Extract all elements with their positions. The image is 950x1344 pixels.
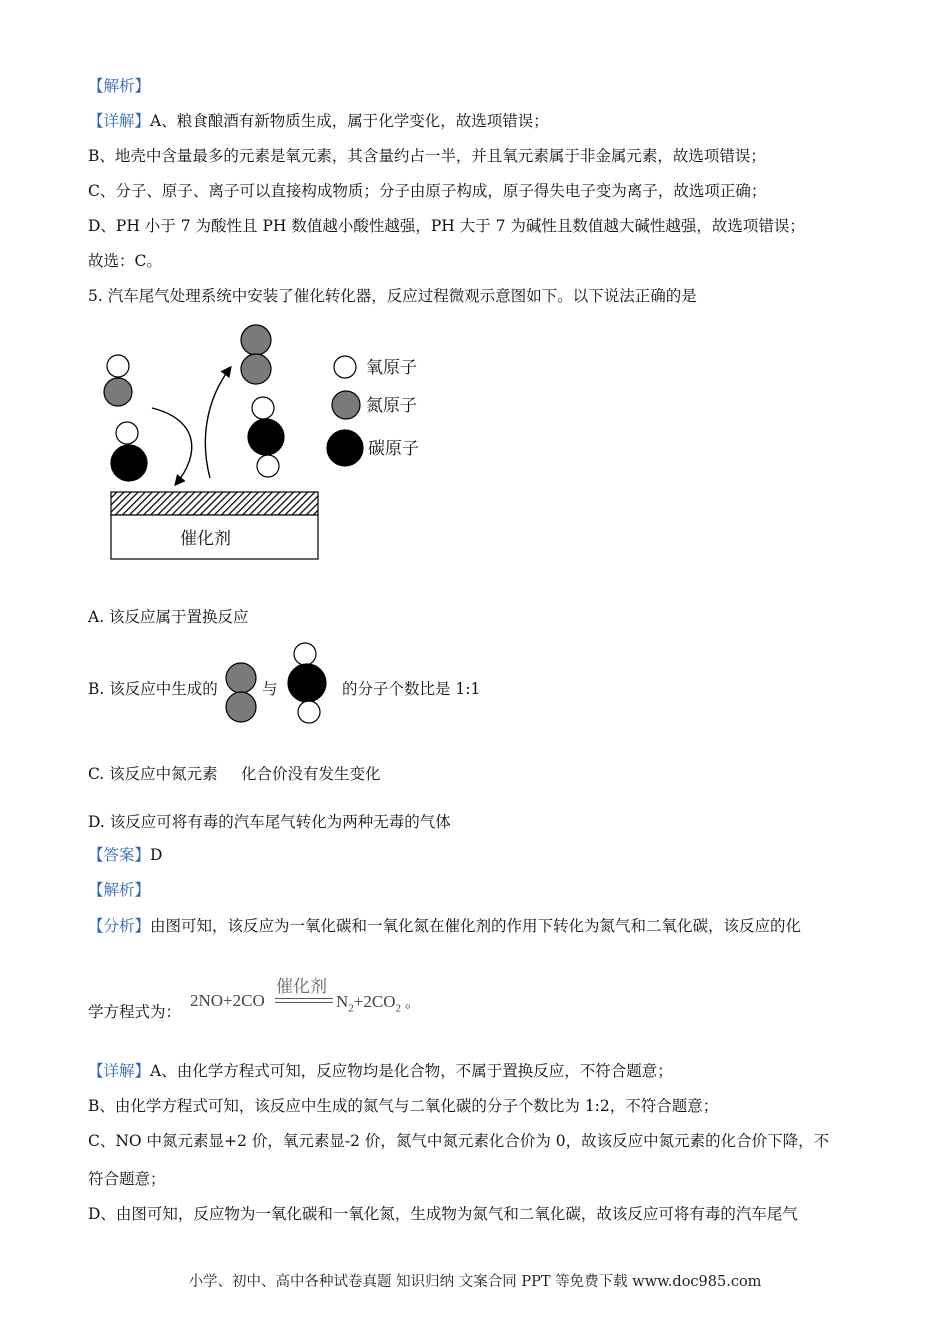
- xiangjie2-a-line: [88, 1061, 673, 1081]
- carbon-atom: [111, 445, 147, 481]
- legend-oxygen-label: 氧原子: [366, 358, 417, 378]
- option-b-prefix: B. 该反应中生成的: [88, 680, 218, 698]
- equation-prefix: 学方程式为：: [88, 1003, 182, 1021]
- answer-line-2: [88, 845, 162, 865]
- catalyst-label: 催化剂: [180, 529, 231, 549]
- answer-line-1: 故选：C。: [88, 252, 162, 270]
- n2-molecule-icon: [222, 660, 262, 726]
- jiexi-heading: 【解析】: [88, 77, 151, 95]
- xiangjie-a-text: A、粮食酿酒有新物质生成，属于化学变化，故选项错误；: [150, 112, 549, 130]
- eq-n: N: [336, 992, 349, 1011]
- option-c-right: 化合价没有发生变化: [241, 765, 381, 783]
- co2-molecule-icon: [285, 638, 333, 728]
- xiangjie-d-line: D、PH 小于 7 为酸性且 PH 数值越小酸性越强，PH 大于 7 为碱性且数值越大碱性越强，故选项错误；: [88, 217, 805, 235]
- xiangjie-b-line: B、地壳中含量最多的元素是氧元素，其含量约占一半，并且氧元素属于非金属元素，故选项错误；: [88, 147, 766, 165]
- oxygen-atom: [116, 422, 138, 444]
- answer-value: D: [150, 846, 163, 864]
- eq-end: 。: [404, 993, 420, 1011]
- xiangjie-c-line: C、分子、原子、离子可以直接构成物质；分子由原子构成，原子得失电子变为离子，故选项正确；: [88, 182, 767, 200]
- equation-left: 2NO+2CO: [190, 991, 265, 1010]
- eq-co-sub: 2: [395, 1002, 401, 1015]
- oxygen-atom: [257, 455, 279, 477]
- xiangjie2-tag: 【详解】: [88, 1062, 151, 1080]
- nitrogen-atom: [104, 378, 132, 406]
- jiexi-heading-2: 【解析】: [88, 881, 151, 899]
- carbon-atom: [248, 419, 284, 455]
- eq-n-sub: 2: [348, 1002, 354, 1015]
- arrow-up: [205, 368, 230, 478]
- nitrogen-atom: [241, 325, 271, 355]
- xiangjie2-c2-line: 符合题意；: [88, 1170, 166, 1188]
- oxygen-atom: [252, 397, 274, 419]
- eq-plus: +2CO: [353, 992, 396, 1011]
- fenxi-line: [88, 916, 801, 936]
- legend-oxygen-icon: [334, 356, 356, 378]
- arrow-down: [152, 408, 192, 484]
- fenxi-text: 由图可知，该反应为一氧化碳和一氧化氮在催化剂的作用下转化为氮气和二氧化碳，该反应的化: [150, 917, 802, 935]
- catalyst-hatch: [111, 492, 318, 515]
- option-d: D. 该反应可将有毒的汽车尾气转化为两种无毒的气体: [88, 813, 451, 831]
- page-footer: 小学、初中、高中各种试卷真题 知识归纳 文案合同 PPT 等免费下载 www.doc985.com: [188, 1274, 762, 1290]
- option-b-suffix: 的分子个数比是 1:1: [342, 680, 481, 698]
- oxygen-atom: [107, 355, 129, 377]
- legend-carbon-icon: [327, 430, 363, 466]
- xiangjie-tag: 【详解】: [88, 112, 151, 130]
- fenxi-tag: 【分析】: [88, 917, 151, 935]
- xiangjie2-a-text: A、由化学方程式可知，反应物均是化合物，不属于置换反应，不符合题意；: [150, 1062, 673, 1080]
- equation-double-line: [275, 998, 333, 1003]
- xiangjie2-b-line: B、由化学方程式可知，该反应中生成的氮气与二氧化碳的分子个数比为 1:2，不符合题意；: [88, 1097, 719, 1115]
- legend-carbon-label: 碳原子: [368, 439, 419, 459]
- equation-right: [336, 991, 420, 1014]
- reaction-diagram: [0, 0, 950, 600]
- question-5: 5. 汽车尾气处理系统中安装了催化转化器，反应过程微观示意图如下。以下说法正确的是: [88, 287, 697, 305]
- nitrogen-atom: [241, 354, 271, 384]
- equation-condition: 催化剂: [276, 977, 327, 997]
- legend-nitrogen-label: 氮原子: [366, 396, 417, 416]
- option-c-left: C. 该反应中氮元素: [88, 765, 218, 783]
- option-a: A. 该反应属于置换反应: [88, 608, 249, 626]
- xiangjie2-c1-line: C、NO 中氮元素显+2 价，氧元素显-2 价，氮气中氮元素化合价为 0，故该反应中氮元素的化合价下降，不: [88, 1132, 830, 1150]
- xiangjie2-d-line: D、由图可知，反应物为一氧化碳和一氧化氮，生成物为氮气和二氧化碳，故该反应可将有毒的汽车尾气: [88, 1205, 798, 1223]
- legend-nitrogen-icon: [332, 391, 360, 419]
- option-b-mid: 与: [262, 680, 278, 698]
- answer-tag: 【答案】: [88, 846, 151, 864]
